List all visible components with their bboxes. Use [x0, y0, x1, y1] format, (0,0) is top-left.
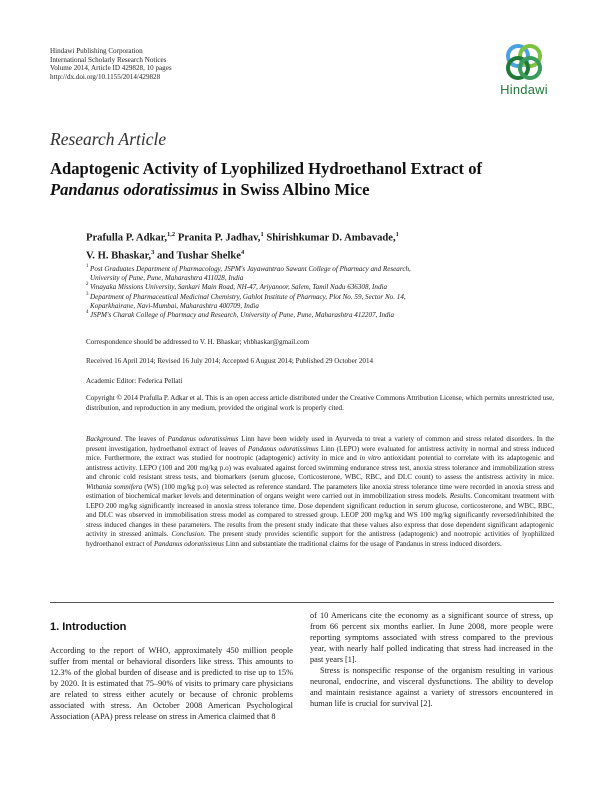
section-heading: 1. Introduction: [50, 621, 127, 633]
affiliation-item: 3 Department of Pharmaceutical Medicinal Chemistry, Gahlot Institute of Pharmacy, Plot No. 59, Sector No. 14, Koparkhairane, Navi-Mumbai, Maharashtra 400709, India: [86, 291, 406, 310]
correspondence: Correspondence should be addressed to V. H. Bhaskar; vhbhaskar@gmail.com: [86, 338, 310, 346]
journal-header: [50, 47, 172, 81]
author-line-2: [86, 246, 556, 264]
author-name: and Tushar Shelke: [154, 250, 241, 262]
title-species: Pandanus odoratissimus: [50, 180, 219, 199]
publication-dates: Received 16 April 2014; Revised 16 July 2014; Accepted 6 August 2014; Published 29 October 2014: [86, 357, 374, 365]
abstract-conclusion-label: Conclusion: [171, 530, 204, 539]
intro-paragraph: Stress is nonspecific response of the organism resulting in various neuronal, endocrine, and visceral dysfunctions. The ability to develop and maintain resistance against a variety of stressors encountered in human life is crucial for survival [2].: [310, 666, 553, 709]
article-type: Research Article: [50, 129, 167, 149]
author-affiliation-sup: 3: [151, 249, 155, 257]
intro-column-left: [50, 645, 293, 722]
journal-name: International Scholarly Research Notices: [50, 55, 167, 64]
author-name: Shirishkumar D. Ambavade,: [263, 232, 396, 244]
abstract: Background. The leaves of Pandanus odoratissimus Linn have been widely used in Ayurveda to treat a variety of common and stress related disorders. In the present investigation, hydroethanol extract of leaves of Pandanus odoratissimus Linn (LEPO) were evaluated for antistress activity in normal and stress induced mice. Furthermore, the extract was studied for nootropic (adaptogenic) activity in mice and in vitro antioxidant potential to correlate with its adaptogenic and antistress activity. LEPO (100 and 200 mg/kg p.o) was evaluated against forced swimming endurance stress test, anoxia stress tolerance and immobilization stress and chronic cold resistant stress tests, and biomarkers (serum glucose, Corticosterone, WBC, RBC, and DLC count) to assess the antistress activity in mice. Withania somnifera (WS) (100 mg/kg p.o) was selected as reference standard. The parameters like anoxia stress tolerance time were recorded in anoxia stress and estimation of biochemical marker levels and determination of organs weight were carried out in immobilization stress models. Results. Concomitant treatment with LEPO 200 mg/kg significantly increased in anoxia stress tolerance time. Dose dependent significant reduction in serum glucose, corticosterone, and WBC, RBC, and DLC was observed in immobilisation stress model as compared to stressed group. LEOP 200 mg/kg and WS 100 mg/kg significantly reversed/inhibited the stress induced changes in these parameters. The results from the present study indicate that these values also express that dose dependent significant adaptogenic activity in stressed animals. Conclusion. The present study provides scientific support for the antistress (adaptogenic) and nootropic activities of lyophilized hydroethanol extract of Pandanus odoratissimus Linn and substantiate the traditional claims for the usage of Pandanus in stress induced disorders.: [86, 435, 554, 549]
author-affiliation-sup: 1: [260, 231, 264, 238]
academic-editor: Academic Editor: Federica Pellati: [86, 377, 183, 385]
affiliation-item: 2 Vinayaka Missions University, Sankari Main Road, NH-47, Ariyanoor, Salem, Tamil Nadu 636308, India: [86, 282, 388, 292]
abstract-results-label: Results: [449, 492, 471, 501]
intro-paragraph: According to the report of WHO, approximately 450 million people suffer from mental or behavioral disorders like stress. This amounts to 12.3% of the global burden of disease and is predicted to rise up to 15% by 2020. It is estimated that 75–90% of visits to primary care physicians are related to stress either acutely or because of chronic problems associated with stress. An October 2008 American Psychological Association (APA) press release on stress in America claimed that 8: [50, 646, 293, 722]
title-line-1: Adaptogenic Activity of Lyophilized Hydroethanol Extract of: [50, 159, 483, 178]
abstract-background-label: Background: [86, 435, 121, 443]
author-name: Prafulla P. Adkar,: [86, 232, 168, 244]
doi-link[interactable]: http://dx.doi.org/10.1155/2014/429828: [50, 72, 161, 81]
section-divider: [50, 602, 554, 603]
author-line-1: [86, 228, 556, 246]
affiliations: [86, 265, 556, 320]
volume-info: Volume 2014, Article ID 429828, 10 pages: [50, 64, 172, 73]
intro-paragraph: of 10 Americans cite the economy as a significant source of stress, up from 66 percent six months earlier. In June 2008, more people were reporting symptoms associated with stress compared to the previous year, with nearly half polled indicating that stress had increased in the past years [1].: [310, 611, 553, 665]
author-name: Pranita P. Jadhav,: [175, 232, 261, 244]
author-affiliation-sup: 1: [395, 231, 399, 238]
copyright-notice: Copyright © 2014 Prafulla P. Adkar et al. This is an open access article distributed under the Creative Commons Attribution License, which permits unrestricted use, distribution, and reproduction in any medium, provided the original work is properly cited.: [86, 394, 554, 412]
author-affiliation-sup: 1,2: [167, 231, 176, 238]
title-line-2: [50, 179, 560, 200]
affiliation-item: 1 Post Graduates Department of Pharmacology, JSPM's Jayawantrao Sawant College of Pharmacy and Research, University of Pune, Pune, Maharashtra 411028, India: [86, 264, 411, 283]
title-rest: in Swiss Albino Mice: [218, 180, 370, 199]
intro-column-right: [310, 610, 553, 709]
author-list: [86, 228, 556, 264]
publisher-name: Hindawi Publishing Corporation: [50, 47, 143, 55]
affiliation-item: 4 JSPM's Charak College of Pharmacy and Research, University of Pune, Pune, Maharashtra 412207, India: [86, 310, 395, 320]
author-affiliation-sup: 4: [240, 249, 245, 257]
hindawi-logo-text: Hindawi: [500, 82, 548, 97]
hindawi-logo: [494, 42, 554, 104]
hindawi-rings-icon: [502, 42, 546, 82]
author-name: V. H. Bhaskar,: [86, 250, 152, 262]
paper-title: [50, 158, 560, 200]
